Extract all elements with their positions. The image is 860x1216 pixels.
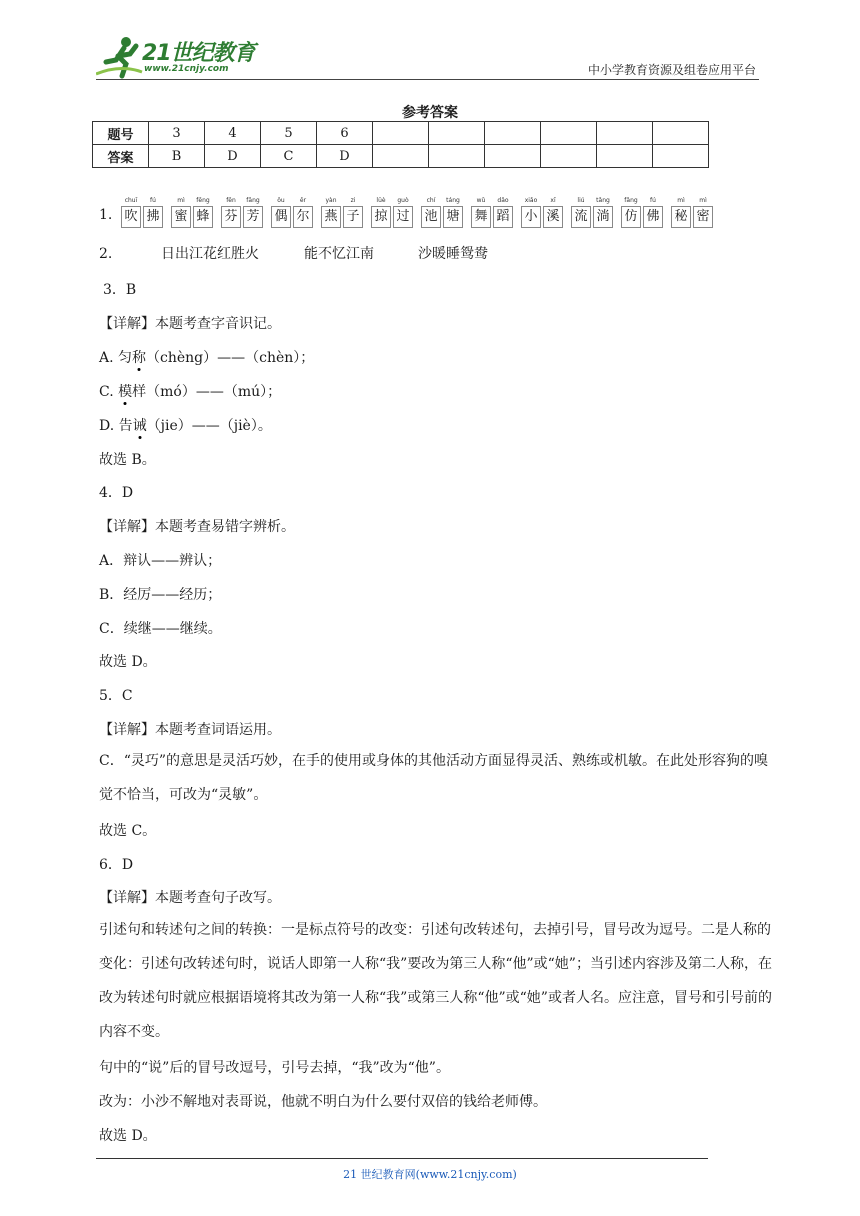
pinyin-cell [471,196,491,228]
hanzi-box: 密 [693,206,713,228]
hanzi-box: 过 [393,206,413,228]
logo-text: 21世纪教育 [142,41,255,66]
pinyin-text: mì [677,197,685,204]
text-segment: C. [99,384,119,400]
hanzi-box: 吹 [121,206,141,228]
table-cell: 6 [317,122,373,145]
q3-option-c [99,381,281,401]
text-segment: （jie）——（jiè）。 [146,418,272,434]
text-segment: A. 匀 [99,350,133,366]
pinyin-word [521,196,565,228]
hanzi-box: 溪 [543,206,563,228]
pinyin-cell [271,196,291,228]
runner-logo-icon [96,34,144,80]
table-cell: 4 [205,122,261,145]
pinyin-text: xiǎo [524,197,538,204]
pinyin-word [221,196,265,228]
pinyin-word [371,196,415,228]
footer-text: 21 世纪教育网(www.21cnjy.com) [343,1168,517,1181]
q4-option-a: A．辩认——辨认； [99,553,222,569]
hanzi-box: 芳 [243,206,263,228]
q4-header: 4．D [99,485,134,501]
pinyin-text: yàn [325,197,337,204]
q2-line [99,243,488,263]
table-cell: D [205,145,261,168]
q6-reason: 句中的“说”后的冒号改逗号，引号去掉，“我”改为“他”。 [99,1060,450,1076]
pinyin-word [321,196,365,228]
pinyin-cell [293,196,313,228]
q5-explanation: C．“灵巧”的意思是灵活巧妙，在手的使用或身体的其他活动方面显得灵活、熟练或机敏。在此处形容狗的嗅觉不恰当，可改为“灵敏”。 [99,753,769,803]
pinyin-text: táng [446,197,460,204]
pinyin-cell [543,196,563,228]
pinyin-word [471,196,515,228]
pinyin-cell [321,196,341,228]
pinyin-cell [621,196,641,228]
emphasized-char: 称 [132,347,146,367]
pinyin-cell [643,196,663,228]
text-segment: 样（mó）——（mú）； [132,384,282,400]
hanzi-box: 尔 [293,206,313,228]
hanzi-box: 偶 [271,206,291,228]
pinyin-cell [693,196,713,228]
hanzi-box: 池 [421,206,441,228]
pinyin-text: chuī [124,197,138,204]
q6-rewrite: 改为：小沙不解地对表哥说，他就不明白为什么要付双倍的钱给老师傅。 [99,1094,547,1110]
q5-selection: 故选 C。 [99,823,157,839]
pinyin-cell [421,196,441,228]
pinyin-cell [243,196,263,228]
emphasized-char: 诫 [133,415,147,435]
pinyin-text: fú [650,197,656,204]
pinyin-cell [571,196,591,228]
pinyin-cell [221,196,241,228]
pinyin-word [121,196,165,228]
q6-header: 6．D [99,857,134,873]
emphasized-char: 模 [118,381,132,401]
q6-explanation: 引述句和转述句之间的转换：一是标点符号的改变：引述句改转述句，去掉引号，冒号改为逗号。二是人称的变化：引述句改转述句时，说话人即第一人称“我”要改为第三人称“他”或“她”；当引述内容涉及第二人称，在改为转述句时就应根据语境将其改为第一人称“我”或第三人称“他”或“她”或者人名。应注意，冒号和引号前的内容不变。 [99,922,772,1040]
table-cell [429,145,485,168]
hanzi-box: 小 [521,206,541,228]
table-cell: B [149,145,205,168]
hanzi-box: 淌 [593,206,613,228]
pinyin-text: chí [426,197,436,204]
pinyin-word [171,196,215,228]
q6-selection: 故选 D。 [99,1128,157,1144]
pinyin-cell [593,196,613,228]
pinyin-grid [121,196,721,228]
site-logo [96,34,266,80]
pinyin-text: fāng [246,197,260,204]
table-cell [373,122,429,145]
pinyin-text: fēn [226,197,236,204]
pinyin-text: tǎng [596,197,610,204]
hanzi-box: 掠 [371,206,391,228]
q4-detail: 【详解】本题考查易错字辨析。 [99,519,295,535]
pinyin-text: lüè [376,197,386,204]
header-divider [96,79,759,80]
hanzi-box: 子 [343,206,363,228]
hanzi-box: 仿 [621,206,641,228]
pinyin-cell [171,196,191,228]
table-cell [653,145,709,168]
table-cell: C [261,145,317,168]
pinyin-text: fǎng [624,197,638,204]
page-title: 参考答案 [402,105,458,121]
pinyin-cell [493,196,513,228]
pinyin-text: xī [550,197,556,204]
pinyin-cell [371,196,391,228]
pinyin-cell [343,196,363,228]
q4-option-b: B．经厉——经历； [99,587,222,603]
table-cell [373,145,429,168]
q2-number: 2. [99,246,113,262]
table-row [93,145,709,168]
q2-answer-2: 能不忆江南 [304,246,374,262]
table-cell [485,122,541,145]
q5-header: 5．C [99,688,133,704]
hanzi-box: 蜜 [171,206,191,228]
logo-url: www.21cnjy.com [144,64,229,74]
pinyin-cell [393,196,413,228]
table-cell [597,122,653,145]
table-cell [597,145,653,168]
pinyin-text: guò [397,197,409,204]
pinyin-word [421,196,465,228]
q6-detail: 【详解】本题考查句子改写。 [99,890,281,906]
q1-number: 1. [99,207,113,223]
table-cell: 5 [261,122,317,145]
hanzi-box: 塘 [443,206,463,228]
table-cell: 3 [149,122,205,145]
table-cell [541,122,597,145]
table-row [93,122,709,145]
hanzi-box: 拂 [143,206,163,228]
pinyin-cell [443,196,463,228]
hanzi-box: 舞 [471,206,491,228]
text-segment: D. 告 [99,418,133,434]
table-cell [485,145,541,168]
pinyin-text: wǔ [476,197,486,204]
pinyin-text: ěr [299,197,307,204]
pinyin-word [271,196,315,228]
pinyin-word [621,196,665,228]
hanzi-box: 流 [571,206,591,228]
pinyin-cell [121,196,141,228]
q3-selection: 故选 B。 [99,452,156,468]
answer-table [92,121,709,168]
hanzi-box: 蹈 [493,206,513,228]
hanzi-box: 佛 [643,206,663,228]
pinyin-cell [143,196,163,228]
hanzi-box: 秘 [671,206,691,228]
text-segment: （chèng）——（chèn）； [146,350,315,366]
pinyin-text: liú [577,197,585,204]
pinyin-text: mì [699,197,707,204]
hanzi-box: 芬 [221,206,241,228]
q5-detail: 【详解】本题考查词语运用。 [99,722,281,738]
q3-option-a [99,347,314,367]
footer-divider [96,1158,708,1159]
q3-detail: 【详解】本题考查字音识记。 [99,316,281,332]
pinyin-text: ǒu [277,197,285,204]
q2-answer-1: 日出江花红胜火 [161,246,259,262]
platform-label: 中小学教育资源及组卷应用平台 [587,63,756,77]
table-cell [541,145,597,168]
hanzi-box: 蜂 [193,206,213,228]
pinyin-text: fú [150,197,156,204]
pinyin-text: fēng [196,197,210,204]
q3-header: 3．B [103,282,137,298]
q4-option-c: C．续继——继续。 [99,621,222,637]
pinyin-text: dǎo [497,197,509,204]
row-label-answer: 答案 [93,145,149,168]
pinyin-cell [521,196,541,228]
table-cell: D [317,145,373,168]
pinyin-text: mì [177,197,185,204]
pinyin-cell [193,196,213,228]
pinyin-word [671,196,715,228]
pinyin-word [571,196,615,228]
q2-answer-3: 沙暖睡鸳鸯 [418,246,488,262]
hanzi-box: 燕 [321,206,341,228]
pinyin-cell [671,196,691,228]
pinyin-text: zi [350,197,356,204]
table-cell [429,122,485,145]
table-cell [653,122,709,145]
q3-option-d [99,415,272,435]
row-label-number: 题号 [93,122,149,145]
q4-selection: 故选 D。 [99,654,157,670]
